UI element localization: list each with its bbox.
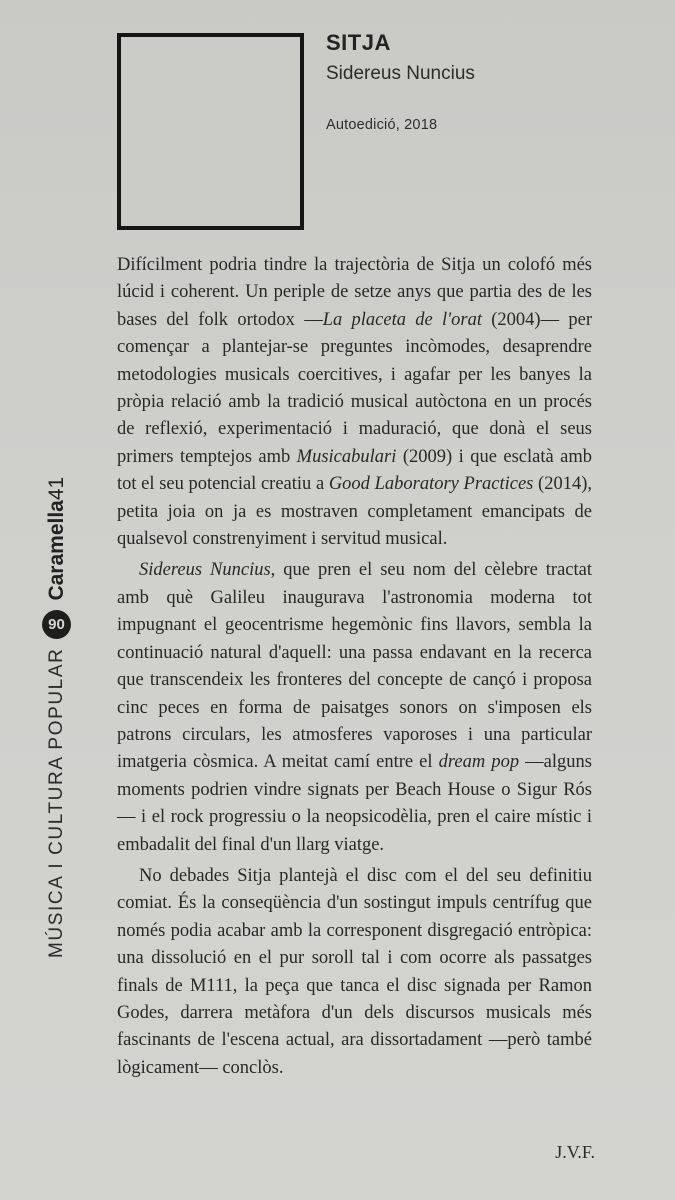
italic-title: dream pop — [438, 752, 520, 773]
review-body — [117, 252, 592, 1082]
page-number-badge: 90 — [42, 610, 71, 639]
album-cover — [117, 33, 304, 230]
italic-title: Sidereus Nuncius — [139, 560, 271, 581]
italic-title: Good Laboratory Practices — [328, 474, 534, 495]
paragraph-2 — [117, 557, 592, 858]
paragraph-3 — [117, 863, 592, 1082]
label-year: Autoedició, 2018 — [326, 117, 438, 133]
text-run: (2009) i que esclatà amb tot el seu potencial creatiu a — [117, 446, 592, 495]
italic-title: Musicabulari — [296, 446, 397, 467]
italic-title: La placeta de l'orat — [322, 309, 482, 330]
magazine-title: Caramella — [44, 500, 68, 601]
magazine-name — [45, 477, 69, 601]
text-run: (2004)— per començar a plantejar-se preguntes incòmodes, desaprendre metodologies musicals coercitives, i agafar per les banyes la pròpia relació amb la tradició musical autòctona en un procés de reflexió, experimentació i maduració, que donà el seus primers temptejos amb — [117, 309, 592, 467]
band-name: SITJA — [326, 30, 391, 55]
text-run: Difícilment podria tindre la trajectòria de Sitja un colofó més lúcid i coherent. Un periple de setze anys que partia des de les bases del folk ortodox — — [117, 255, 592, 330]
text-run: —alguns moments podrien vindre signats per Beach House o Sigur Rós— i el rock progressiu o la neopsicodèlia, pren el caire místic i embadalit del final d'un llarg viatge. — [117, 752, 592, 855]
section-name: MÚSICA I CULTURA POPULAR — [45, 647, 67, 958]
text-run: No debades Sitja plantejà el disc com el del seu definitiu comiat. És la conseqüència d'un sostingut impuls centrífug que només podia acabar amb la corresponent disgregació entròpica: una dissolució en el pur soroll tal i com ocorre als passatges finals de M111, la peça que tanca el disc signada per Ramon Godes, darrera metàfora d'un dels discursos musicals més fascinants de l'escena actual, ara dissortadament —però també lògicament— conclòs. — [117, 865, 592, 1078]
magazine-issue: 41 — [44, 476, 68, 501]
text-run: (2014), petita joia on ja es mostraven completament emancipats de qualsevol constrenyiment i servitud musical. — [117, 474, 592, 550]
paragraph-1 — [117, 252, 592, 553]
author-signature: J.V.F. — [555, 1142, 595, 1162]
album-title: Sidereus Nuncius — [326, 63, 475, 84]
side-header — [42, 477, 71, 958]
text-run: , que pren el seu nom del cèlebre tractat amb què Galileu inaugurava l'astronomia moderna tot impugnant el geocentrisme hegemònic fins llavors, sembla la continuació natural d'aquell: una passa endavant en la recerca que transcendeix les fronteres del concepte de cançó i proposa cinc peces en forma de paisatges sonors on s'imposen els patrons circulars, les atmosferes vaporoses i una particular imatgeria còsmica. A meitat camí entre el — [117, 560, 592, 773]
